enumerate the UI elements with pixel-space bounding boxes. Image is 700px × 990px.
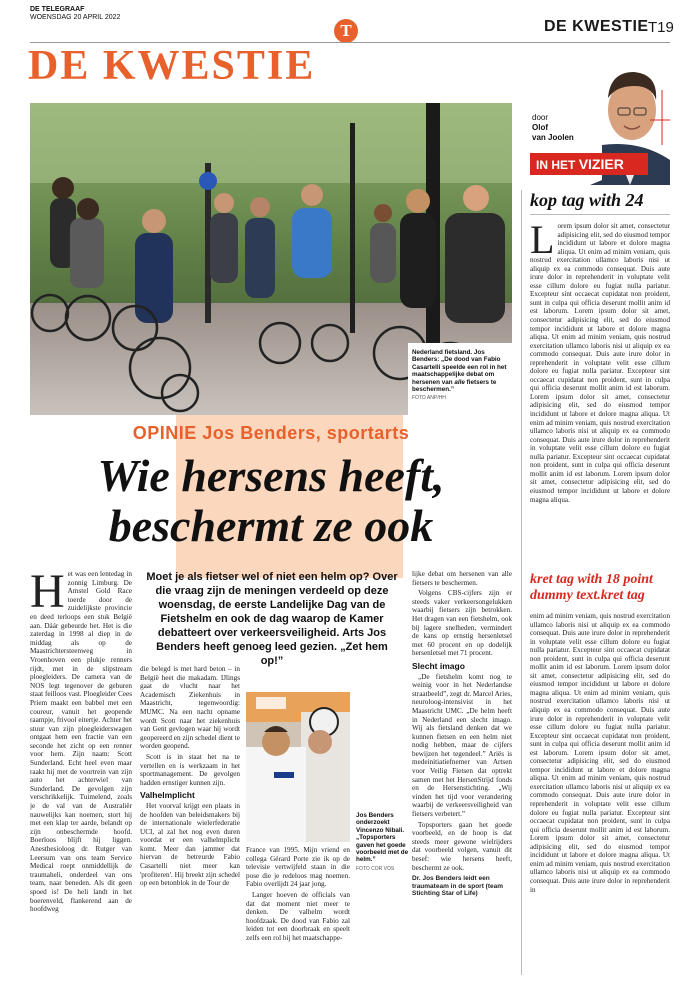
sidebar-kret: kret tag with 18 point dummy text.kret tag — [530, 572, 653, 603]
subheading-valhelmplicht: Valhelmplicht — [140, 790, 195, 801]
sidebar-rule — [530, 214, 670, 215]
in-het-vizier-badge: IN HET VIZIER — [530, 153, 648, 175]
body-column-2: die belegd is met hard beton – in België heet die makadam. IJlings gaat de vlucht naar het Academisch Ziekenhuis in Maastricht, tegenwoordig: MUMC. Na een nacht opname wordt Scott naar het ziekenhuis van Gent gevlogen waar hij wordt geopereerd en zijn schedel dient te worden geopend. Scott is in staat het na te vertellen en is werkzaam in het sportmanagement. De gevolgen hadden ernstiger kunnen zijn. Valhelmplicht Het voorval krijgt een plaats in de hoofden van beleidsmakers bij de internationale wielerfederatie UCI, al zal het nog even duren voordat er een valhelmplicht komt. Meer dan jammer dat hiervan de betreurde Fabio Casartelli niet meer kan 'profiteren'. Hij breekt zijn schedel op een betonblok in de Tour de — [140, 665, 240, 888]
cyclists-photo — [30, 103, 512, 415]
medic-illustration — [246, 692, 350, 842]
body-column-1: Het was een lentedag in zonnig Limburg. De Amstel Gold Race toerde door de zuidelijkste provincie en deed terloops een stuk België aan. Dáár gebeurde het. Het is die zaterdag in 1998 al diep in de middag als op de Maastrichtersteenweg in Vroenhoven een plukje renners rijdt, met in de slipstream ploegleiders. De camera van de NOS legt tegenover de geburen staat feilloos vast. Ploegleider Cees Priem maakt een babbel met een coureur, vanuit het geopende raampje, frivool eitertje. Achter het stuur van zijn ploegleiderswagen ontgaat hem een fractie van een seconde het zicht op een renner voor hem. Zijn naam: Scott Sunderland. Echt heel even maar raakt hij met de voortrein van zijn auto het achterwiel van Sunderland. De gevolgen zijn verschrikkelijk. Tuimelend, zoals je de val van de Australiër nauwelijks kan noemen, stort hij met een klap ter aarde, belandt op zijn onbeschermde hoofd. Boerloos blijft hij liggen. Anesthesioloog dr. Rutger van Leersum van ons team Service Medical roept onmiddellijk de traumaheli, onderdeel van ons team, naar beneden. Als dit geen spoed is! De heli landt in het boerenveld, flankerend aan de hoofdweg — [30, 570, 132, 914]
author-box — [530, 50, 670, 185]
author-byline: door Olof van Joolen — [532, 113, 574, 142]
small-photo-caption: Jos Benders onderzoekt Vincenzo Nibali. „Topsporters gaven het goede voorbeeld met de helm.” FOTO COR VOS — [356, 812, 409, 872]
body-column-4: lijke debat om hersenen van alle fietsers te beschermen. Volgens CBS-cijfers zijn er steeds vaker verkeersongelukken waarbij fietsers zijn betrokken. Het dragen van een fietshelm, ook bij lagere snelheden, vermindert de kans op ernstig hersenletsel met 60 procent en op dodelijk hersenletsel met 71 procent. Slecht imago „De fietshelm komt nog te weinig voor in het Nederlandse straatbeeld”, zegt dr. Marcel Aries, neuroloog-intensivist in het Maastricht UMC. „De helm heeft in Nederland een slecht imago. Wij als fietsland denken dat we kunnen fietsen en een helm niet nodig hebben, maar de cijfers bewijzen het tegendeel.” Ariës is medeinitiatiefnemer van Artsen voor Veilig Fietsen dat optrekt samen met het HersenStrijd fonds en de Hersenstichting. „Wij vinden het tijd voor verandering waarbij de verkeersveiligheid van fietsers verbetert.” Topsporters gaan het goede voorbeeld, en de hoop is dat steeds meer gewone wielrijders dat voorbeeld volgen, vanuit dit besef: wie hersens heeft, beschermt ze ook. Dr. Jos Benders leidt een traumateam in de sport (team Stichting Star of Life) — [412, 570, 512, 898]
drop-cap: H — [30, 570, 65, 618]
author-signoff: Dr. Jos Benders leidt een traumateam in de sport (team Stichting Star of Life) — [412, 875, 504, 898]
article-headline: Wie hersens heeft, beschermt ze ook — [97, 450, 445, 551]
paper-date: WOENSDAG 20 APRIL 2022 — [30, 14, 121, 21]
article-intro: Moet je als fietser wel of niet een helm op? Over die vraag zijn de meningen verdeeld op deze woensdag, de eerste Landelijke Dag van de Fietshelm en ook de dag waarop de Kamer debatteert over verkeersveiligheid. Arts Jos Benders heeft genoeg leed gezien. „Zet hem op!” — [146, 571, 398, 667]
sidebar-text-1: Lorem ipsum dolor sit amet, consectetur adipisicing elit, sed do eiusmod tempor incididunt ut labore et dolore magna aliqua. Ut enim ad minim veniam, quis nostrud exercitation ullamco laboris nisi ut aliquip ex ea commodo consequat. Duis aute irure dolor in reprehenderit in voluptate velit esse cillum dolore eu fugiat nulla pariatur. Excepteur sint occaecat cupidatat non proident, sunt in culpa qui officia deserunt mollit anim id est laborum. Lorem ipsum dolor sit amet, consectetur adipisicing elit, sed do eiusmod tempor incididunt ut labore et dolore magna aliqua. Ut enim ad minim veniam, quis nostrud exercitation ullamco laboris nisi ut aliquip ex ea commodo consequat. Duis aute irure dolor in reprehenderit in voluptate velit esse cillum dolore eu fugiat nulla pariatur. Excepteur sint occaecat cupidatat non proident, sunt in culpa qui officia deserunt mollit anim id est laborum. Lorem ipsum dolor sit amet, consectetur adipisicing elit, sed do eiusmod tempor incididunt ut labore et dolore magna aliqua. Ut enim ad minim veniam, quis nostrud exercitation ullamco laboris nisi ut aliquip ex ea commodo consequat. Duis aute irure dolor in reprehenderit in voluptate velit esse cillum dolore eu fugiat nulla pariatur. Excepteur sint occaecat cupidatat non proident, sunt in culpa qui officia deserunt mollit anim id est laborum. Lorem ipsum dolor sit amet, consectetur adipisicing elit, sed do eiusmod tempor incididunt ut labore et dolore magna aliqua. — [530, 222, 670, 504]
article-kicker: OPINIE Jos Benders, sportarts — [132, 423, 410, 443]
sidebar-divider — [521, 190, 522, 975]
body-column-3: France van 1995. Mijn vriend en collega Gérard Porte zie ik op de televisie vertwijfeld staan in die pose die je redeloos mag noemen. Fabio overlijdt 24 jaar jong. Langer hoeven de officials van dat dat moment niet meer te denken. De valhelm wordt hoofdzaak. De dood van Fabio zal leiden tot een doorbraak en speelt zelfs een rol bij het maatschappe- — [246, 846, 350, 942]
main-photo-caption: Nederland fietsland. Jos Benders: „De dood van Fabio Casartelli speelde een rol in het maatschappelijke debat om hersenen van alle fietsers te beschermen.” FOTO ANP/HH — [412, 349, 507, 402]
subheading-slecht-imago: Slecht imago — [412, 660, 465, 671]
section-label: DE KWESTIE — [544, 18, 649, 35]
telegraaf-logo-icon: T — [334, 19, 358, 43]
sidebar-text-2: enim ad minim veniam, quis nostrud exercitation ullamco laboris nisi ut aliquip ex ea commodo consequat. Duis aute irure dolor in reprehenderit in voluptate velit esse cillum dolore eu fugiat nulla pariatur. Excepteur sint occaecat cupidatat non proident, sunt in culpa qui officia deserunt mollit anim id est laborum. Lorem ipsum dolor sit amet, consectetur adipisicing elit, sed do eiusmod tempor incididunt ut labore et dolore magna aliqua. Ut enim ad minim veniam, quis nostrud exercitation ullamco laboris nisi ut aliquip ex ea commodo consequat. Duis aute irure dolor in reprehenderit in voluptate velit esse cillum dolore eu fugiat nulla pariatur. Excepteur sint occaecat cupidatat non proident, sunt in culpa qui officia deserunt mollit anim id est laborum. Lorem ipsum dolor sit amet, consectetur adipisicing elit, sed do eiusmod tempor incididunt ut labore et dolore magna aliqua. Ut enim ad minim veniam, quis nostrud exercitation ullamco laboris nisi ut aliquip ex ea commodo consequat. Duis aute irure dolor in reprehenderit in voluptate velit esse cillum dolore eu fugiat nulla pariatur. Excepteur sint occaecat cupidatat non proident, sunt in culpa qui officia deserunt mollit anim id est laborum. Lorem ipsum dolor sit amet, consectetur adipisicing elit, sed do eiusmod tempor incididunt ut labore et dolore magna aliqua. Ut enim ad minim veniam, quis nostrud exercitation ullamco laboris nisi ut aliquip ex ea commodo consequat. Duis aute irure dolor in reprehenderit in — [530, 612, 670, 894]
page-number: T19 — [648, 19, 674, 36]
nibali-photo — [246, 692, 350, 842]
section-title: DE KWESTIE — [28, 43, 316, 89]
sidebar-drop-cap: L — [530, 222, 555, 262]
sidebar-kop: kop tag with 24 — [530, 190, 644, 210]
paper-name: DE TELEGRAAF — [30, 6, 85, 13]
